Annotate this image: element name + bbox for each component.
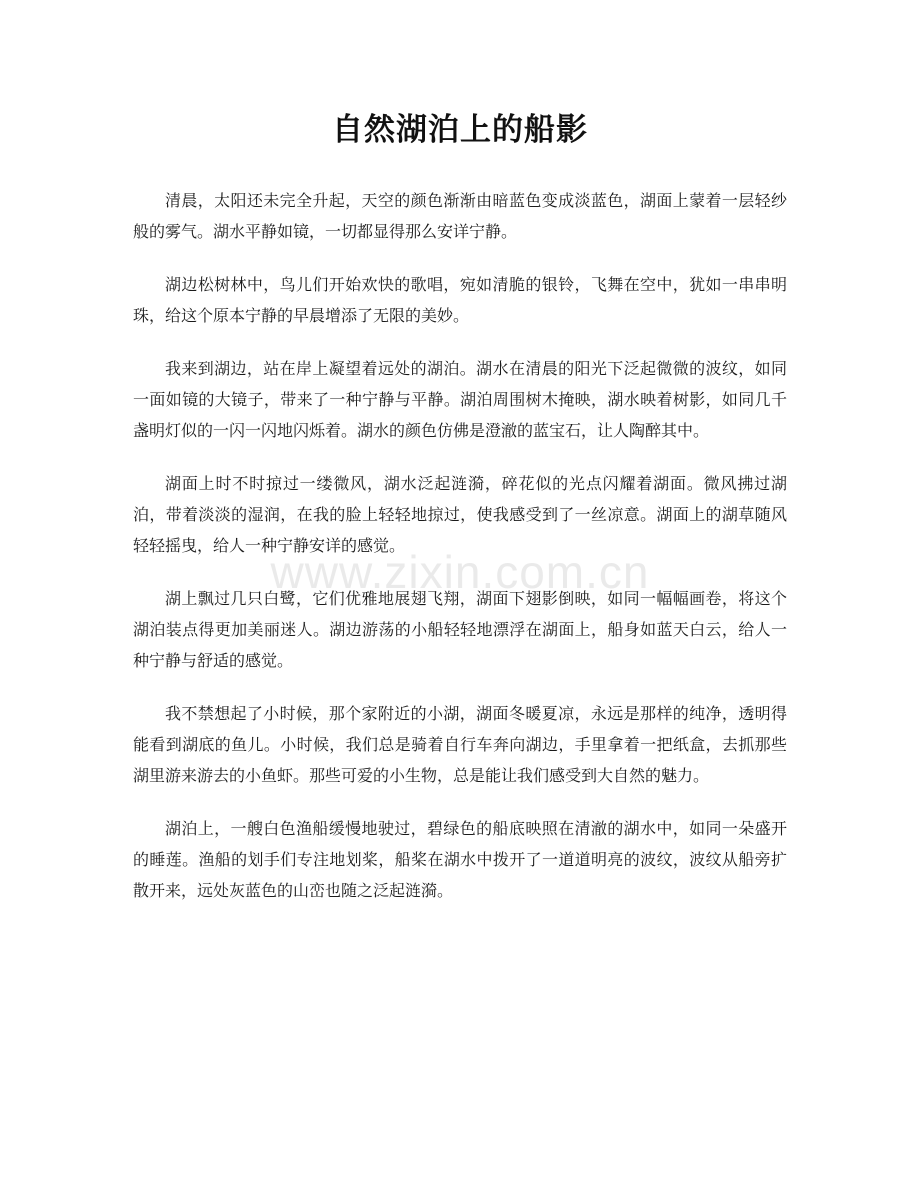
paragraph-6: 我不禁想起了小时候，那个家附近的小湖，湖面冬暖夏凉，永远是那样的纯净，透明得能看到湖底的鱼儿。小时候，我们总是骑着自行车奔向湖边，手里拿着一把纸盒，去抓那些湖里游来游去的小鱼虾。那些可爱的小生物，总是能让我们感受到大自然的魅力。 [133, 704, 787, 785]
document-title: 自然湖泊上的船影 [332, 112, 588, 148]
paragraph-1: 清晨，太阳还未完全升起，天空的颜色渐渐由暗蓝色变成淡蓝色，湖面上蒙着一层轻纱般的雾气。湖水平静如镜，一切都显得那么安详宁静。 [133, 191, 787, 241]
document-body [133, 185, 787, 928]
paragraph-3: 我来到湖边，站在岸上凝望着远处的湖泊。湖水在清晨的阳光下泛起微微的波纹，如同一面如镜的大镜子，带来了一种宁静与平静。湖泊周围树木掩映，湖水映着树影，如同几千盏明灯似的一闪一闪地闪烁着。湖水的颜色仿佛是澄澈的蓝宝石，让人陶醉其中。 [133, 359, 787, 440]
paragraph-7: 湖泊上，一艘白色渔船缓慢地驶过，碧绿色的船底映照在清澈的湖水中，如同一朵盛开的睡莲。渔船的划手们专注地划桨，船桨在湖水中拨开了一道道明亮的波纹，波纹从船旁扩散开来，远处灰蓝色的山峦也随之泛起涟漪。 [133, 819, 787, 900]
paragraph-2: 湖边松树林中，鸟儿们开始欢快的歌唱，宛如清脆的银铃，飞舞在空中，犹如一串串明珠，给这个原本宁静的早晨增添了无限的美妙。 [133, 275, 787, 325]
paragraph-5: 湖上飘过几只白鹭，它们优雅地展翅飞翔，湖面下翅影倒映，如同一幅幅画卷，将这个湖泊装点得更加美丽迷人。湖边游荡的小船轻轻地漂浮在湖面上，船身如蓝天白云，给人一种宁静与舒适的感觉。 [133, 589, 787, 670]
watermark: www.zixin.com.cn [270, 546, 650, 598]
paragraph-4: 湖面上时不时掠过一缕微风，湖水泛起涟漪，碎花似的光点闪耀着湖面。微风拂过湖泊，带着淡淡的湿润，在我的脸上轻轻地掠过，使我感受到了一丝凉意。湖面上的湖草随风轻轻摇曳，给人一种宁静安详的感觉。 [133, 474, 787, 555]
